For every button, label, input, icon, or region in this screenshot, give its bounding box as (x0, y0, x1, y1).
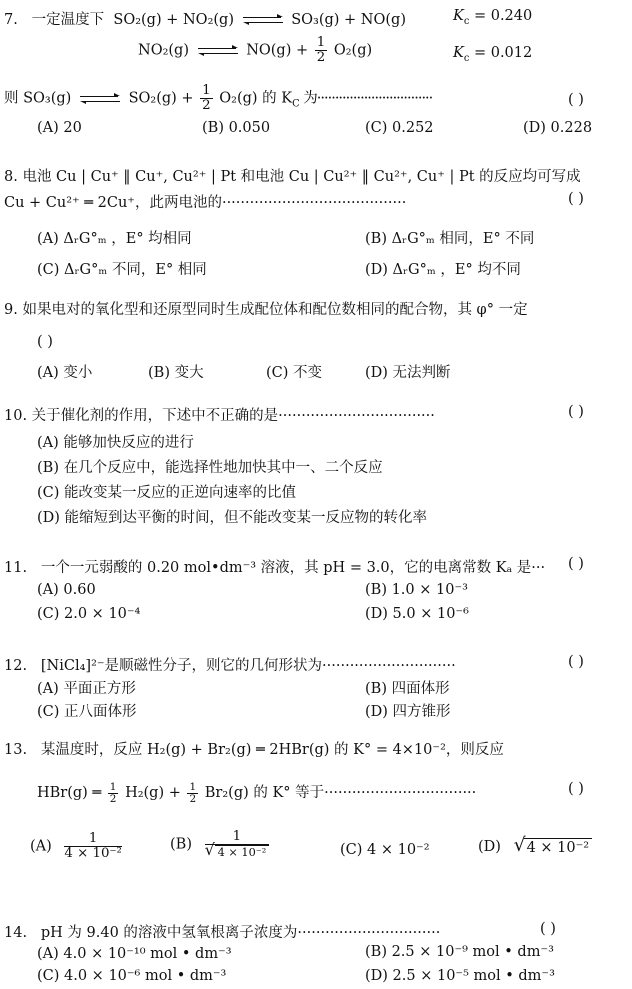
q7-option-c: (C) 0.252 (365, 120, 434, 136)
q7-k2 (453, 45, 533, 64)
q11-stem: 一个一元弱酸的 0.20 mol•dm⁻³ 溶液，其 pH = 3.0，它的电离常数 Kₐ 是··· (40, 560, 546, 576)
q14-option-d: (D) 2.5 × 10⁻⁵ mol • dm⁻³ (365, 968, 555, 984)
equilibrium-arrow-icon (198, 46, 238, 56)
q7-reaction-2-left: NO₂(g) (138, 42, 189, 59)
question-number: 10. (4, 408, 28, 424)
leader-dots: 为································ (299, 90, 433, 107)
q7-line-2 (138, 36, 372, 65)
question-number: 13. (4, 742, 28, 758)
q12-option-d: (D) 四方锥形 (365, 704, 451, 720)
answer-paren: ( ) (37, 334, 53, 350)
q13-h2: H₂(g) + (125, 785, 181, 801)
option-label: (D) (478, 839, 501, 855)
q9-option-c: (C) 不变 (266, 365, 323, 381)
k-subscript: C (292, 98, 300, 110)
q11-option-d: (D) 5.0 × 10⁻⁶ (365, 606, 469, 622)
q13-line-2 (37, 781, 476, 804)
q9-line-1 (4, 298, 528, 319)
q8-line-1 (4, 165, 581, 186)
q7-lead: 一定温度下 (31, 12, 105, 28)
question-number: 12. (4, 658, 28, 674)
q7-option-b: (B) 0.050 (202, 120, 271, 136)
frac-den: 2 (316, 50, 326, 65)
k-subscript: c (463, 52, 470, 64)
k-value: = 0.012 (469, 45, 533, 61)
question-number: 14. (4, 925, 28, 941)
k-subscript: c (463, 15, 470, 27)
q7-ask-right: SO₂(g) + (128, 90, 194, 107)
q13-br2: Br₂(g) 的 K° 等于································· (204, 785, 477, 801)
frac-den: 2 (189, 792, 197, 805)
q14-option-b: (B) 2.5 × 10⁻⁹ mol • dm⁻³ (365, 944, 554, 960)
k-value: = 0.240 (469, 8, 533, 24)
q11-option-b: (B) 1.0 × 10⁻³ (365, 582, 468, 598)
q11-option-c: (C) 2.0 × 10⁻⁴ (37, 606, 141, 622)
q7-k1 (453, 8, 533, 27)
frac-num: 1 (316, 35, 326, 50)
question-number: 11. (4, 560, 28, 576)
equilibrium-arrow-icon (243, 15, 283, 25)
q7-option-a: (A) 20 (37, 120, 82, 136)
q9-option-a: (A) 变小 (37, 365, 93, 381)
fraction (205, 830, 270, 859)
q8-stem-2: Cu + Cu²⁺ ═ 2Cu⁺，此两电池的········································ (4, 195, 407, 211)
radicand: 4 × 10⁻² (524, 838, 593, 856)
q7-reaction-2-right: NO(g) + (246, 42, 309, 59)
q8-option-b: (B) ΔᵣG°ₘ 相同，E° 不同 (365, 231, 535, 247)
q13-option-c: (C) 4 × 10⁻² (340, 842, 430, 858)
answer-paren: ( ) (568, 92, 584, 108)
k-symbol: K (453, 8, 464, 24)
q14-option-c: (C) 4.0 × 10⁻⁶ mol • dm⁻³ (37, 968, 227, 984)
frac-num: 1 (64, 832, 121, 847)
k-symbol: K (453, 45, 464, 61)
q7-reaction-1-left: SO₂(g) + NO₂(g) (113, 12, 234, 28)
q11-line-1 (4, 556, 545, 577)
answer-paren: ( ) (568, 191, 584, 207)
q12-stem: [NiCl₄]²⁻是顺磁性分子，则它的几何形状为····························· (40, 658, 456, 674)
sqrt-icon: √ 4 × 10⁻² (514, 838, 593, 856)
q12-line-1 (4, 654, 456, 675)
q12-option-b: (B) 四面体形 (365, 681, 450, 697)
answer-paren: ( ) (568, 781, 584, 797)
equilibrium-arrow-icon (80, 94, 120, 104)
q14-stem: pH 为 9.40 的溶液中氢氧根离子浓度为······························· (40, 925, 441, 941)
answer-paren: ( ) (568, 654, 584, 670)
q7-reaction-2-oxygen: O₂(g) (333, 42, 373, 59)
frac-den: 2 (109, 792, 117, 805)
q7-ask-oxygen: O₂(g) 的 K (219, 90, 293, 107)
q8-option-a: (A) ΔᵣG°ₘ ，E° 均相同 (37, 231, 192, 247)
q13-option-a (30, 832, 124, 861)
q10-stem: 关于催化剂的作用，下述中不正确的是·································· (31, 408, 435, 424)
q10-option-b: (B) 在几个反应中，能选择性地加快其中一、二个反应 (37, 460, 383, 476)
q7-line-3 (4, 84, 432, 113)
frac-den: 2 (202, 98, 211, 113)
sqrt-denominator (204, 840, 270, 859)
sqrt-icon: √ 4 × 10⁻² (205, 845, 270, 859)
q8-option-c: (C) ΔᵣG°ₘ 不同，E° 相同 (37, 262, 207, 278)
fraction-one-half (315, 36, 327, 65)
answer-paren: ( ) (568, 556, 584, 572)
option-label: (A) (30, 838, 52, 855)
q10-line-1 (4, 404, 435, 425)
q7-reaction-1-right: SO₃(g) + NO(g) (291, 12, 406, 28)
answer-paren: ( ) (540, 921, 556, 937)
q13-option-d (478, 835, 592, 856)
q13-line-1 (4, 738, 504, 759)
question-number: 8. (4, 169, 18, 185)
q7-ask-left: 则 SO₃(g) (4, 90, 72, 107)
question-number: 7. (4, 12, 18, 28)
answer-paren: ( ) (568, 404, 584, 420)
q8-stem: 电池 Cu | Cu⁺ ‖ Cu⁺, Cu²⁺ | Pt 和电池 Cu | Cu²⁺ ‖ Cu²⁺, Cu⁺ | Pt 的反应均可写成 (22, 169, 581, 185)
q8-option-d: (D) ΔᵣG°ₘ ，E° 均不同 (365, 262, 521, 278)
frac-num: 1 (202, 83, 211, 98)
option-label: (B) (170, 836, 192, 853)
q9-option-b: (B) 变大 (148, 365, 204, 381)
q12-option-c: (C) 正八面体形 (37, 704, 137, 720)
q10-option-d: (D) 能缩短到达平衡的时间，但不能改变某一反应物的转化率 (37, 510, 428, 526)
q12-option-a: (A) 平面正方形 (37, 681, 136, 697)
q13-hbr: HBr(g) ═ (37, 785, 102, 801)
fraction-one-half (108, 782, 119, 805)
q13-option-b (170, 830, 271, 859)
q10-option-c: (C) 能改变某一反应的正逆向速率的比值 (37, 485, 297, 501)
frac-num: 1 (109, 780, 117, 793)
frac-den: 4 × 10⁻² (64, 846, 122, 861)
q13-stem: 某温度时，反应 H₂(g) + Br₂(g) ═ 2HBr(g) 的 K° = 4×10⁻²，则反应 (40, 742, 504, 758)
q14-line-1 (4, 921, 440, 942)
q9-stem: 如果电对的氧化型和还原型同时生成配位体和配位数相同的配合物，其 φ° 一定 (22, 302, 528, 318)
q9-option-d: (D) 无法判断 (365, 365, 451, 381)
question-number: 9. (4, 302, 18, 318)
frac-num: 1 (189, 780, 197, 793)
radicand: 4 × 10⁻² (215, 845, 270, 859)
q11-option-a: (A) 0.60 (37, 582, 96, 598)
q10-option-a: (A) 能够加快反应的进行 (37, 435, 194, 451)
q7-line-1 (4, 8, 406, 29)
fraction-one-half (187, 782, 198, 805)
q14-option-a: (A) 4.0 × 10⁻¹⁰ mol • dm⁻³ (37, 946, 232, 962)
frac-num: 1 (205, 830, 270, 845)
q7-option-d: (D) 0.228 (523, 120, 593, 136)
fraction (64, 832, 121, 861)
fraction-one-half (200, 84, 212, 113)
